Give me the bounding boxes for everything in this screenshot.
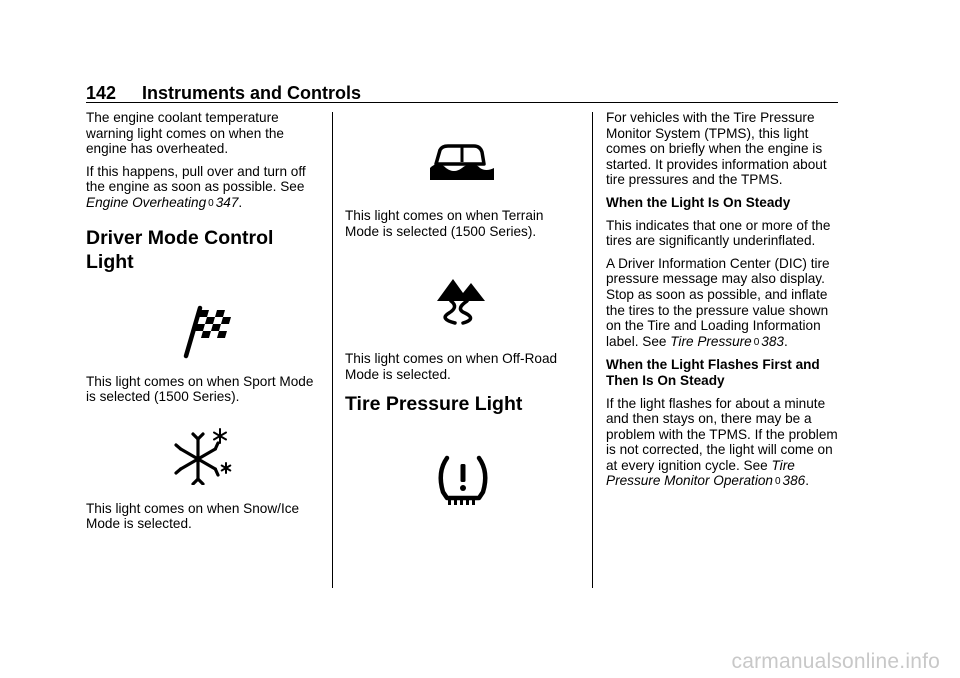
tpms-intro: For vehicles with the Tire Pressure Monitor System (TPMS), this light comes on briefly when the engine is started. It provides information about tire pressures and the TPMS.	[606, 110, 827, 188]
coolant-paragraph: The engine coolant temperature warning light comes on when the engine has overheated.	[86, 110, 284, 157]
steady-paragraph: This indicates that one or more of the tires are significantly underinflated.	[606, 217, 831, 249]
column-2	[345, 110, 581, 508]
engine-overheating-link[interactable]: Engine Overheating	[86, 194, 207, 210]
tire-pressure-heading: Tire Pressure Light	[345, 393, 523, 416]
steady-subheading: When the Light Is On Steady	[606, 194, 791, 210]
page-ref-347[interactable]: 347	[215, 194, 239, 210]
page-header	[86, 82, 838, 104]
header-rule	[86, 102, 838, 103]
snowflake-icon	[86, 427, 322, 485]
watermark: carmanualsonline.info	[731, 650, 940, 673]
page-ref-386[interactable]: 386	[782, 473, 806, 489]
tire-pressure-link[interactable]: Tire Pressure	[670, 333, 752, 349]
page-ref-arrow-icon: 0	[753, 336, 760, 348]
terrain-caption: This light comes on when Terrain Mode is selected (1500 Series).	[345, 208, 544, 239]
sport-caption: This light comes on when Sport Mode is selected (1500 Series).	[86, 373, 314, 405]
dic-paragraph: A Driver Information Center (DIC) tire pressure message may also display. Stop as soon as possible, and inflate the tires to the pressure value shown on the Tire and Loading Information label. See Tire Pressure 0 383.	[606, 255, 830, 349]
tpms-operation-link[interactable]: Tire Pressure Monitor Operation	[606, 457, 795, 489]
snow-caption: This light comes on when Snow/Ice Mode is selected.	[86, 500, 300, 532]
column-divider-2	[592, 112, 593, 588]
column-divider-1	[332, 112, 333, 588]
page-ref-arrow-icon: 0	[774, 476, 781, 488]
checkered-flag-icon	[86, 300, 322, 360]
page-ref-383[interactable]: 383	[761, 333, 784, 349]
section-title: Instruments and Controls	[142, 83, 362, 103]
flashes-paragraph: If the light flashes for about a minute and then stays on, there may be a problem with the TPMS. If the problem is not corrected, the light will come on at every ignition cycle. See Tire Pressure Monitor Operation 0 386.	[606, 395, 838, 489]
driver-mode-heading: Driver Mode Control Light	[86, 226, 274, 273]
flashes-subheading: When the Light Flashes First and Then Is On Steady	[606, 357, 820, 388]
offroad-caption: This light comes on when Off-Road Mode is selected.	[345, 351, 558, 382]
off-road-mode-icon	[345, 271, 581, 327]
column-1	[86, 110, 322, 539]
overheat-paragraph: If this happens, pull over and turn off the engine as soon as possible. See Engine Overheating 0 347.	[86, 163, 306, 210]
terrain-mode-icon	[345, 138, 581, 182]
page-ref-arrow-icon: 0	[208, 197, 214, 209]
column-3	[606, 110, 842, 497]
tire-pressure-warning-icon	[345, 452, 581, 508]
page-number: 142	[86, 83, 117, 103]
